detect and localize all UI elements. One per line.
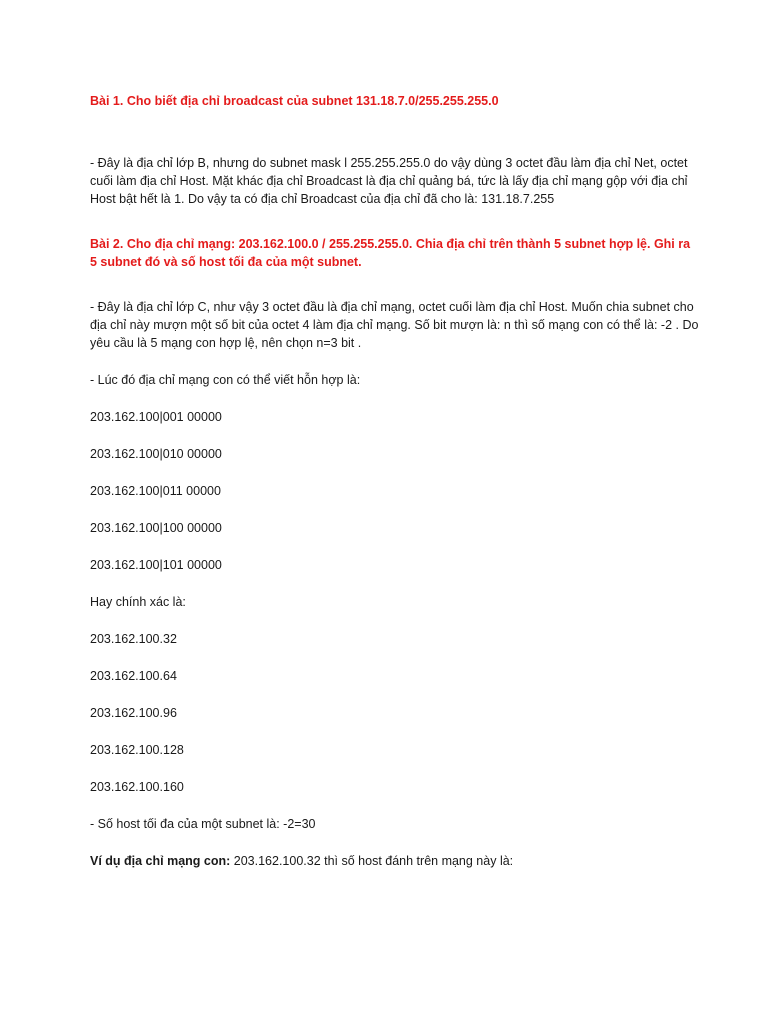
exact-address-intro: Hay chính xác là: — [90, 595, 186, 609]
bai1-paragraph: - Đây là địa chỉ lớp B, nhưng do subnet mask l 255.255.255.0 do vậy dùng 3 octet đầu làm địa chỉ Net, octet cuối làm địa chỉ Host. Mặt khác địa chỉ Broadcast là địa chỉ quảng bá, tức là lấy địa chỉ mạng gộp với địa chỉ Host bật hết là 1. Do vậy ta có địa chỉ Broadcast của địa chỉ đã cho là: 131.18.7.255 — [90, 156, 688, 206]
example-label: Ví dụ địa chỉ mạng con: — [90, 854, 231, 868]
subnet-address-line: 203.162.100.160 — [90, 780, 184, 794]
document-content — [90, 92, 700, 870]
binary-subnet-line: 203.162.100|100 00000 — [90, 521, 222, 535]
bai2-heading: Bài 2. Cho địa chỉ mạng: 203.162.100.0 / 255.255.255.0. Chia địa chỉ trên thành 5 subnet hợp lệ. Ghi ra 5 subnet đó và số host tối đa của một subnet. — [90, 237, 691, 269]
binary-subnet-line: 203.162.100|011 00000 — [90, 484, 221, 498]
mixed-address-intro: - Lúc đó địa chỉ mạng con có thể viết hỗn hợp là: — [90, 373, 361, 387]
example-text: 203.162.100.32 thì số host đánh trên mạng này là: — [230, 854, 514, 868]
bai1-heading: Bài 1. Cho biết địa chỉ broadcast của subnet 131.18.7.0/255.255.255.0 — [90, 94, 499, 108]
subnet-address-line: 203.162.100.32 — [90, 632, 177, 646]
example-line — [90, 852, 700, 870]
max-hosts-line: - Số host tối đa của một subnet là: -2=30 — [90, 817, 316, 831]
binary-subnet-line: 203.162.100|010 00000 — [90, 447, 222, 461]
subnet-address-line: 203.162.100.64 — [90, 669, 177, 683]
binary-subnet-line: 203.162.100|101 00000 — [90, 558, 222, 572]
bai2-paragraph: - Đây là địa chỉ lớp C, như vậy 3 octet đầu là địa chỉ mạng, octet cuối làm địa chỉ Host. Muốn chia subnet cho địa chỉ này mượn một số bit của octet 4 làm địa chỉ mạng. Số bit mượn là: n thì số mạng con có thể là: -2 . Do yêu cầu là 5 mạng con hợp lệ, nên chọn n=3 bit . — [90, 300, 699, 350]
binary-subnet-line: 203.162.100|001 00000 — [90, 410, 222, 424]
subnet-address-line: 203.162.100.96 — [90, 706, 177, 720]
subnet-address-line: 203.162.100.128 — [90, 743, 184, 757]
